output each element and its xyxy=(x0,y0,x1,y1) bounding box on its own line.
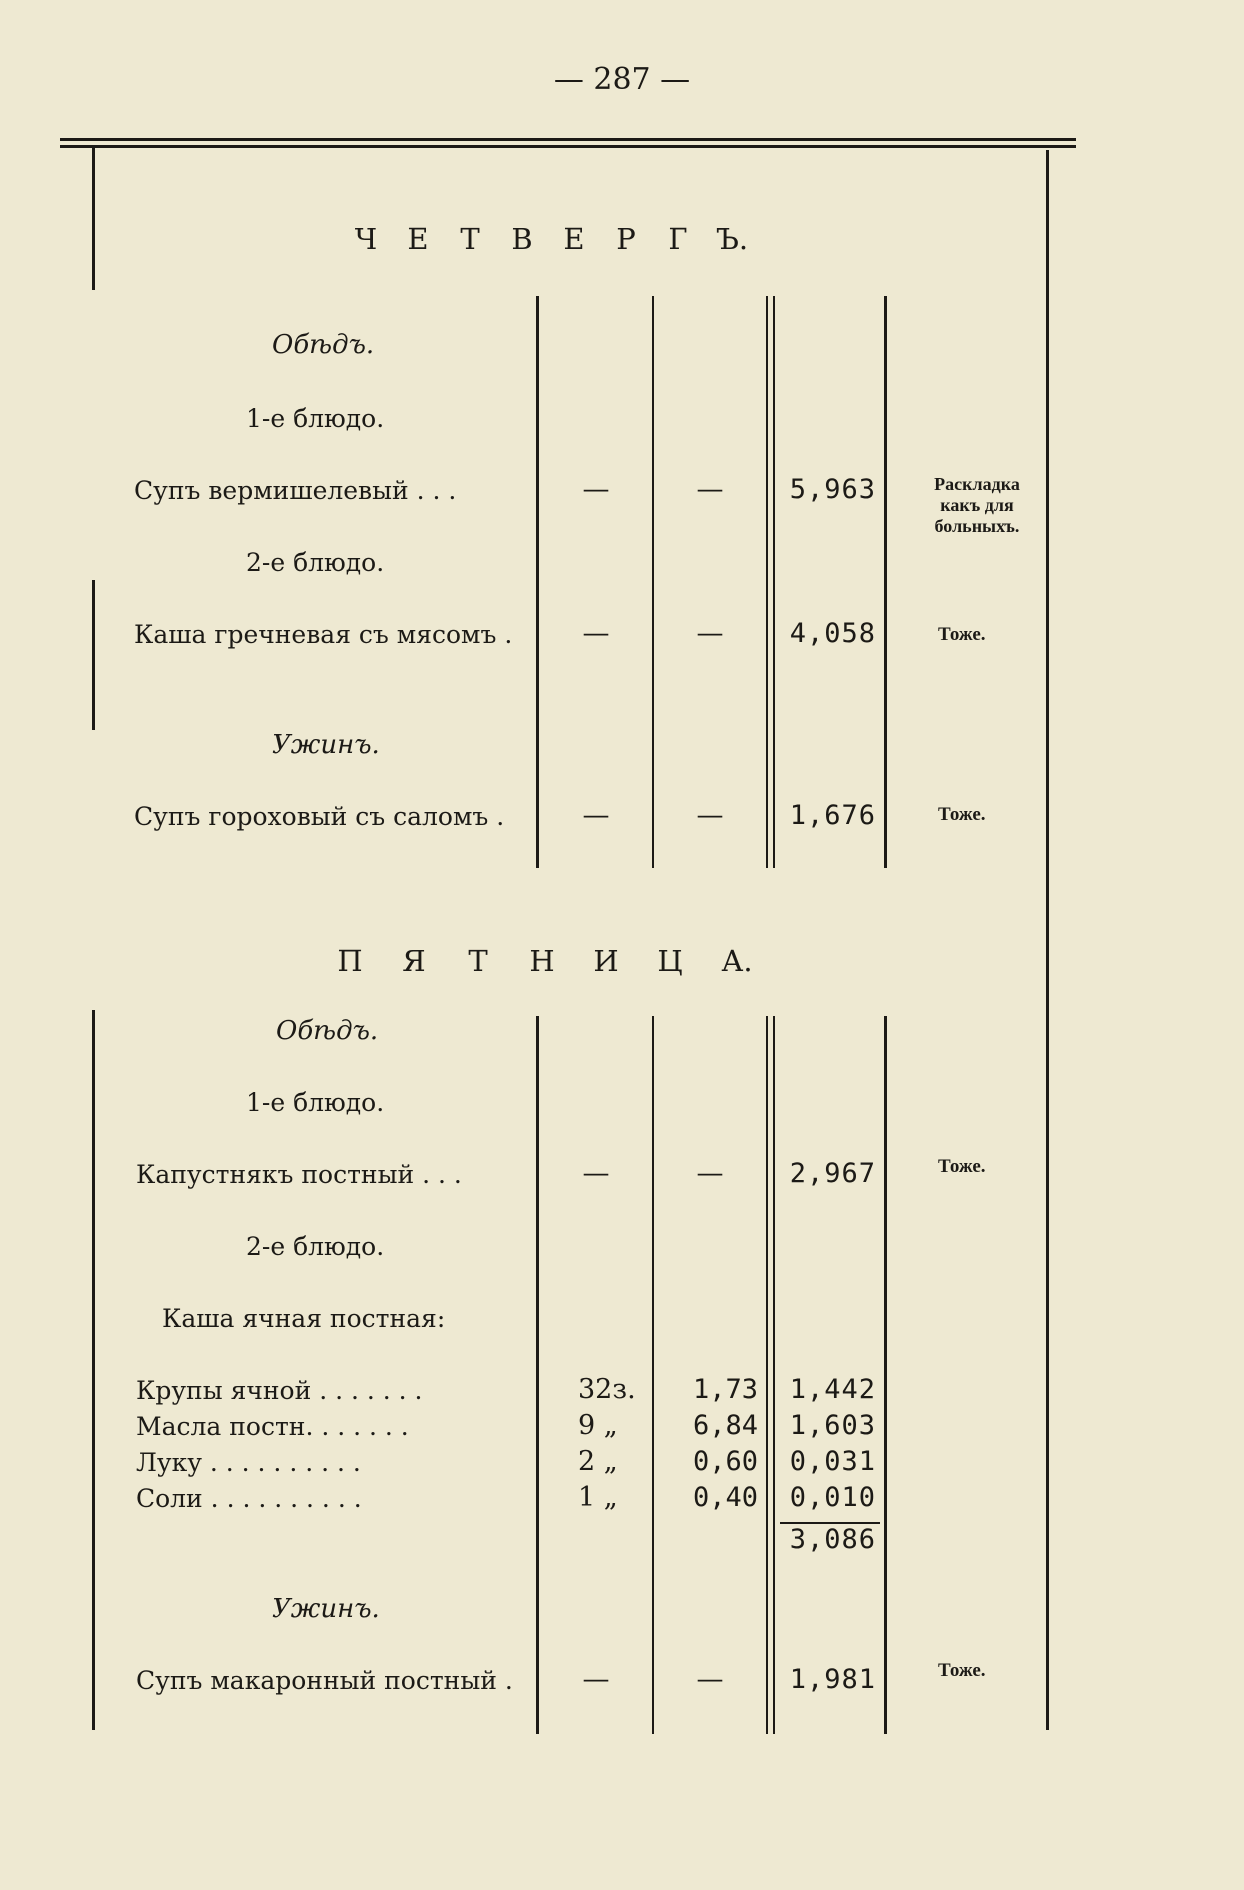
ingredient-price: 6,84 xyxy=(692,1410,758,1441)
ingredient-name: Луку . . . . . . . . . . xyxy=(136,1448,361,1477)
thursday-value-3: 1,676 xyxy=(789,800,876,831)
ingredient-cost: 1,442 xyxy=(789,1374,876,1405)
friday-title xyxy=(318,944,772,978)
thursday-col-line-2 xyxy=(652,296,654,868)
thursday-dish-1: Супъ вермишелевый . . . xyxy=(134,476,457,505)
ingredient-qty: 1 „ xyxy=(578,1482,618,1513)
ingredient-qty: 9 „ xyxy=(578,1410,618,1441)
friday-note-1: Тоже. xyxy=(938,1156,986,1177)
ingredient-name: Масла постн. . . . . . . xyxy=(136,1412,409,1441)
thursday-col-line-3 xyxy=(766,296,768,868)
friday-value-supper: 1,981 xyxy=(789,1664,876,1695)
friday-col-line-3b xyxy=(773,1016,775,1734)
ingredient-cost: 0,031 xyxy=(789,1446,876,1477)
page-number: — 287 — xyxy=(553,62,691,97)
thursday-col-line-1 xyxy=(536,296,539,868)
ingredient-qty: 2 „ xyxy=(578,1446,618,1477)
ingredient-price: 0,60 xyxy=(692,1446,758,1477)
thursday-note-1: Раскладка какъ для больныхъ. xyxy=(934,474,1020,536)
thursday-value-1: 5,963 xyxy=(789,474,876,505)
thursday-value-2: 4,058 xyxy=(789,618,876,649)
thursday-title xyxy=(340,222,760,256)
porridge-total: 3,086 xyxy=(789,1524,876,1555)
thursday-dish-2: Каша гречневая съ мясомъ . xyxy=(134,620,513,649)
ingredient-cost: 0,010 xyxy=(789,1482,876,1513)
dash: — xyxy=(582,474,610,505)
thursday-dish-3: Супъ гороховый съ саломъ . xyxy=(134,802,505,831)
friday-value-1: 2,967 xyxy=(789,1158,876,1189)
friday-col-line-2 xyxy=(652,1016,654,1734)
thursday-supper-label: Ужинъ. xyxy=(272,730,380,760)
friday-supper-label: Ужинъ. xyxy=(272,1594,380,1624)
title-letter: В xyxy=(511,222,533,256)
title-letter: Ъ. xyxy=(715,222,749,256)
left-frame-line-mid xyxy=(92,580,95,730)
friday-porridge-title: Каша ячная постная: xyxy=(162,1304,446,1333)
ingredient-name: Соли . . . . . . . . . . xyxy=(136,1484,362,1513)
thursday-note-2: Тоже. xyxy=(938,624,986,645)
ingredient-price: 1,73 xyxy=(692,1374,758,1405)
dash: — xyxy=(696,474,724,505)
right-frame-line xyxy=(1046,150,1049,1730)
title-letter: Г xyxy=(668,222,688,256)
title-letter: Ч xyxy=(354,222,378,256)
dash: — xyxy=(696,1664,724,1695)
dash: — xyxy=(582,618,610,649)
left-frame-line-bottom xyxy=(92,1010,95,1730)
left-frame-line-top xyxy=(92,148,95,290)
friday-course2-label: 2-е блюдо. xyxy=(246,1232,385,1261)
title-letter: П xyxy=(337,944,363,978)
title-letter: А. xyxy=(721,944,753,978)
title-letter: Н xyxy=(529,944,555,978)
title-letter: Я xyxy=(402,944,426,978)
friday-dish-1: Капустнякъ постный . . . xyxy=(136,1160,462,1189)
ingredient-name: Крупы ячной . . . . . . . xyxy=(136,1376,423,1405)
dash: — xyxy=(696,1158,724,1189)
friday-note-supper: Тоже. xyxy=(938,1660,986,1681)
friday-lunch-label: Обѣдъ. xyxy=(276,1016,379,1046)
title-letter: Ц xyxy=(657,944,683,978)
friday-col-line-3 xyxy=(766,1016,768,1734)
thursday-course2-label: 2-е блюдо. xyxy=(246,548,385,577)
dash: — xyxy=(582,1158,610,1189)
dash: — xyxy=(582,800,610,831)
title-letter: Т xyxy=(460,222,480,256)
title-letter: Р xyxy=(616,222,636,256)
friday-col-line-1 xyxy=(536,1016,539,1734)
friday-col-line-4 xyxy=(884,1016,887,1734)
ingredient-price: 0,40 xyxy=(692,1482,758,1513)
friday-course1-label: 1-е блюдо. xyxy=(246,1088,385,1117)
thursday-course1-label: 1-е блюдо. xyxy=(246,404,385,433)
dash: — xyxy=(696,800,724,831)
dash: — xyxy=(582,1664,610,1695)
title-letter: Е xyxy=(407,222,429,256)
thursday-col-line-4 xyxy=(884,296,887,868)
title-letter: Е xyxy=(563,222,585,256)
header-rule xyxy=(60,138,1076,148)
title-letter: И xyxy=(593,944,619,978)
thursday-note-3: Тоже. xyxy=(938,804,986,825)
ingredient-qty: 32з. xyxy=(578,1374,636,1405)
title-letter: Т xyxy=(468,944,488,978)
thursday-lunch-label: Обѣдъ. xyxy=(272,330,375,360)
dash: — xyxy=(696,618,724,649)
ingredient-cost: 1,603 xyxy=(789,1410,876,1441)
thursday-col-line-3b xyxy=(773,296,775,868)
friday-dish-supper: Супъ макаронный постный . xyxy=(136,1666,513,1695)
